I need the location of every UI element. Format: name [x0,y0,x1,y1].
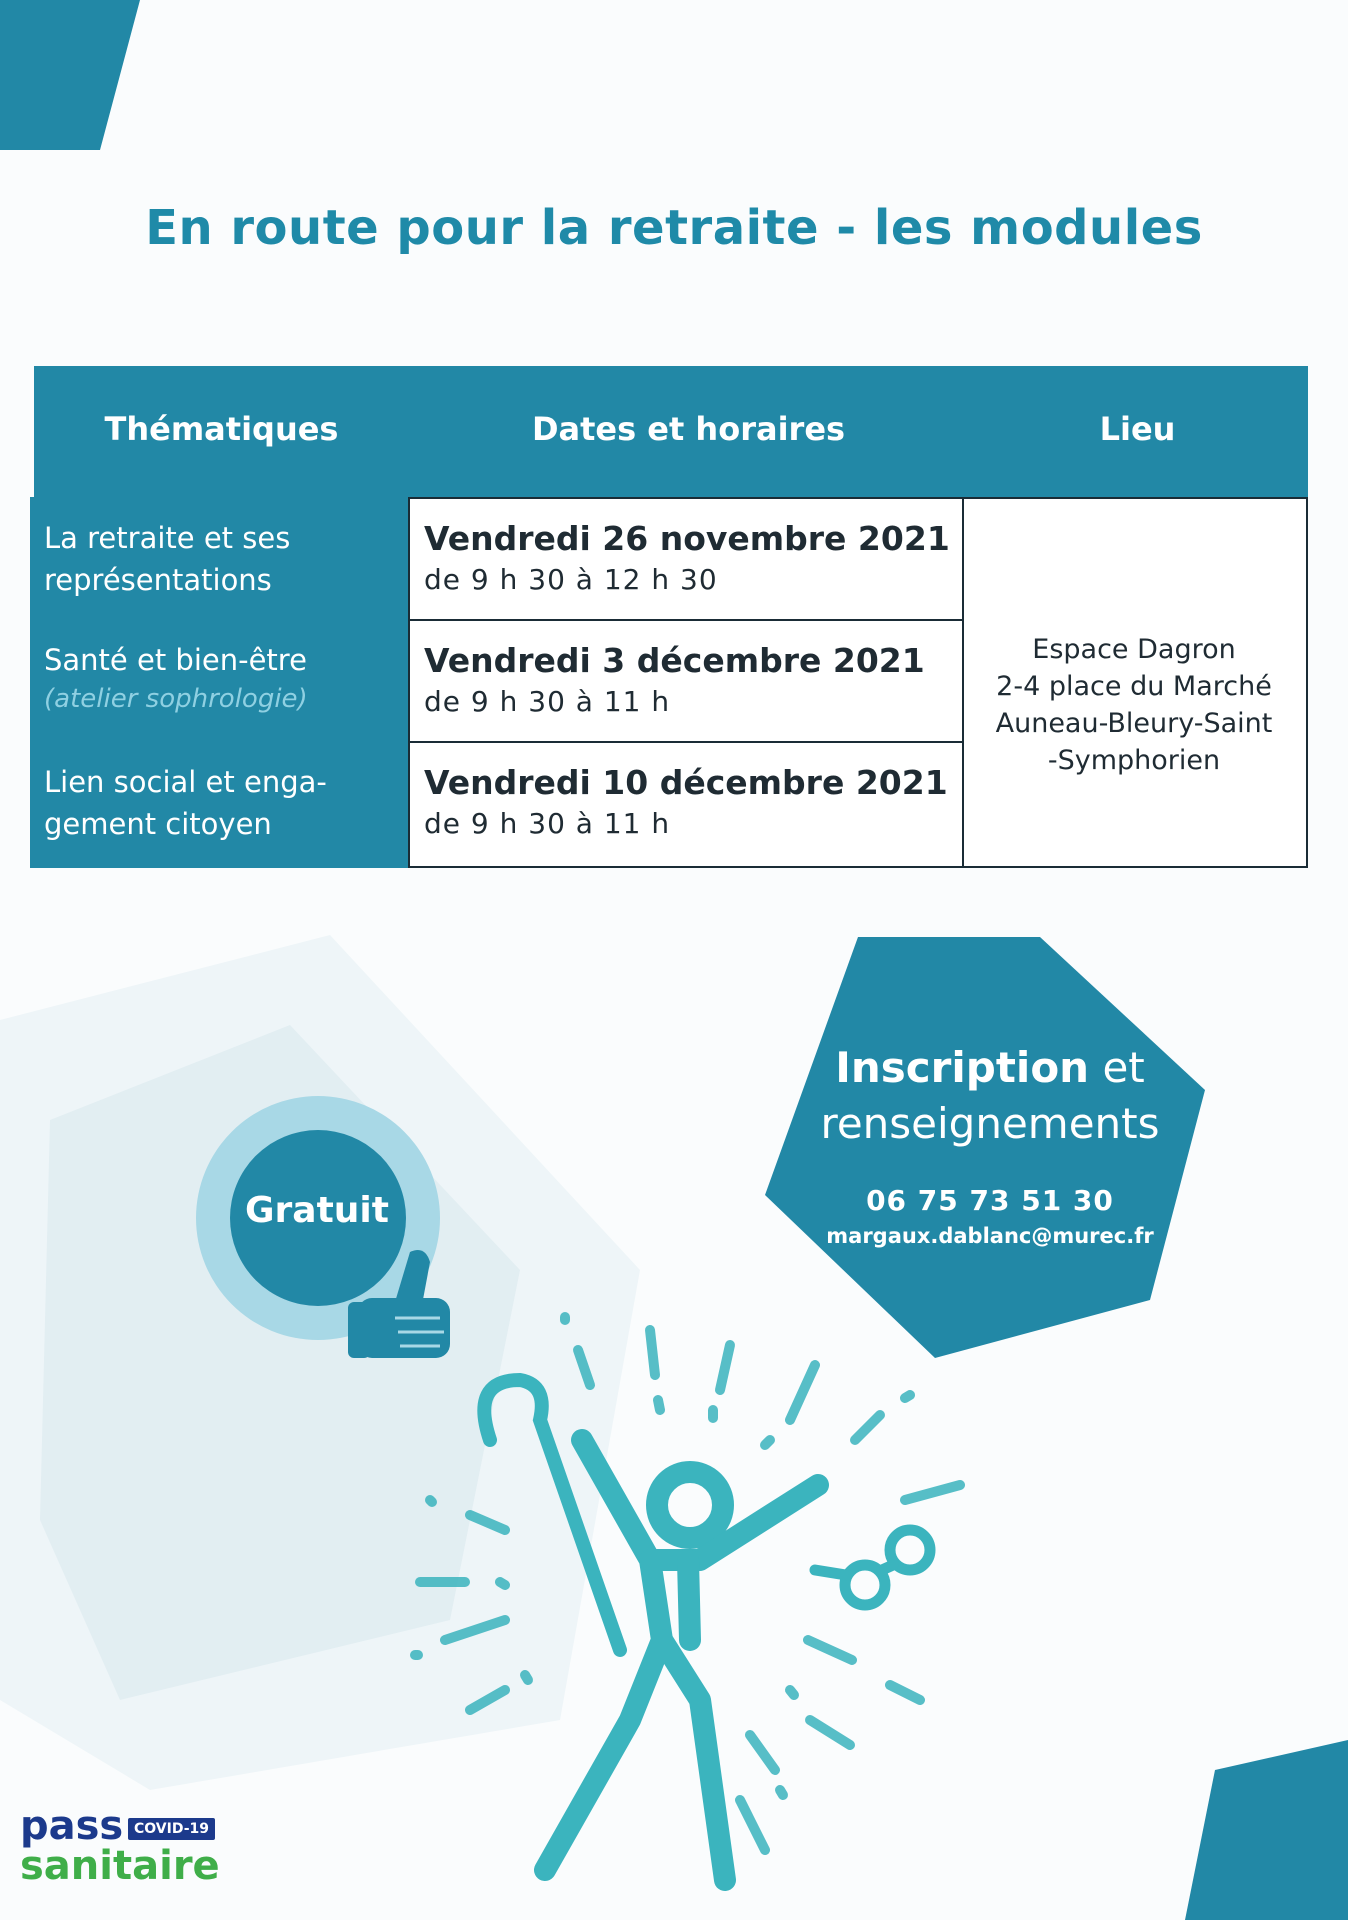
inscription-bold: Inscription [835,1043,1090,1092]
date-cell-2 [408,619,964,743]
header-lieu: Lieu [1099,410,1176,448]
logo-covid-badge: COVID-19 [128,1818,215,1840]
inscription-heading [760,1040,1220,1152]
date-1: Vendredi 26 novembre 2021 [424,519,950,558]
header-dates: Dates et horaires [531,410,846,448]
modules-table [30,366,1308,868]
time-1: de 9 h 30 à 12 h 30 [424,563,718,596]
time-3: de 9 h 30 à 11 h [424,807,671,840]
logo-pass: pass [20,1803,124,1849]
page-title: En route pour la retraite - les modules [145,200,1203,256]
header-thematiques: Thématiques [104,410,339,448]
lieu-line3: -Symphorien [1047,745,1221,776]
lieu-line1: 2-4 place du Marché [996,671,1272,702]
inscription-et: et [1102,1043,1145,1092]
date-3: Vendredi 10 décembre 2021 [424,763,948,802]
topic-3: Lien social et enga-gement citoyen [44,765,327,841]
topics-column [30,497,408,868]
contact-phone[interactable]: 06 75 73 51 30 [866,1184,1114,1217]
topic-2 [44,639,404,717]
time-2: de 9 h 30 à 11 h [424,685,671,718]
lieu-address [964,631,1304,779]
gratuit-badge: Gratuit [245,1190,389,1231]
topic-1: La retraite et ses représentations [44,521,291,597]
lieu-name: Espace Dagron [1032,634,1236,665]
topic-2-sub: (atelier sophrologie) [44,684,308,714]
inscription-renseignements: renseignements [820,1099,1160,1148]
glasses-icon [815,1530,930,1605]
lieu-cell [964,497,1308,868]
table-header-row [34,366,1308,497]
contact-email[interactable]: margaux.dablanc@murec.fr [826,1224,1154,1248]
lieu-line2: Auneau-Bleury-Saint [995,708,1273,739]
logo-sanitaire: sanitaire [20,1843,220,1889]
corner-shape-top-left [0,0,140,150]
corner-shape-bottom-right [1185,1740,1348,1920]
date-cell-3 [408,741,964,868]
topic-2-label: Santé et bien-être [44,643,307,677]
date-cell-1 [408,497,964,621]
date-2: Vendredi 3 décembre 2021 [424,641,925,680]
